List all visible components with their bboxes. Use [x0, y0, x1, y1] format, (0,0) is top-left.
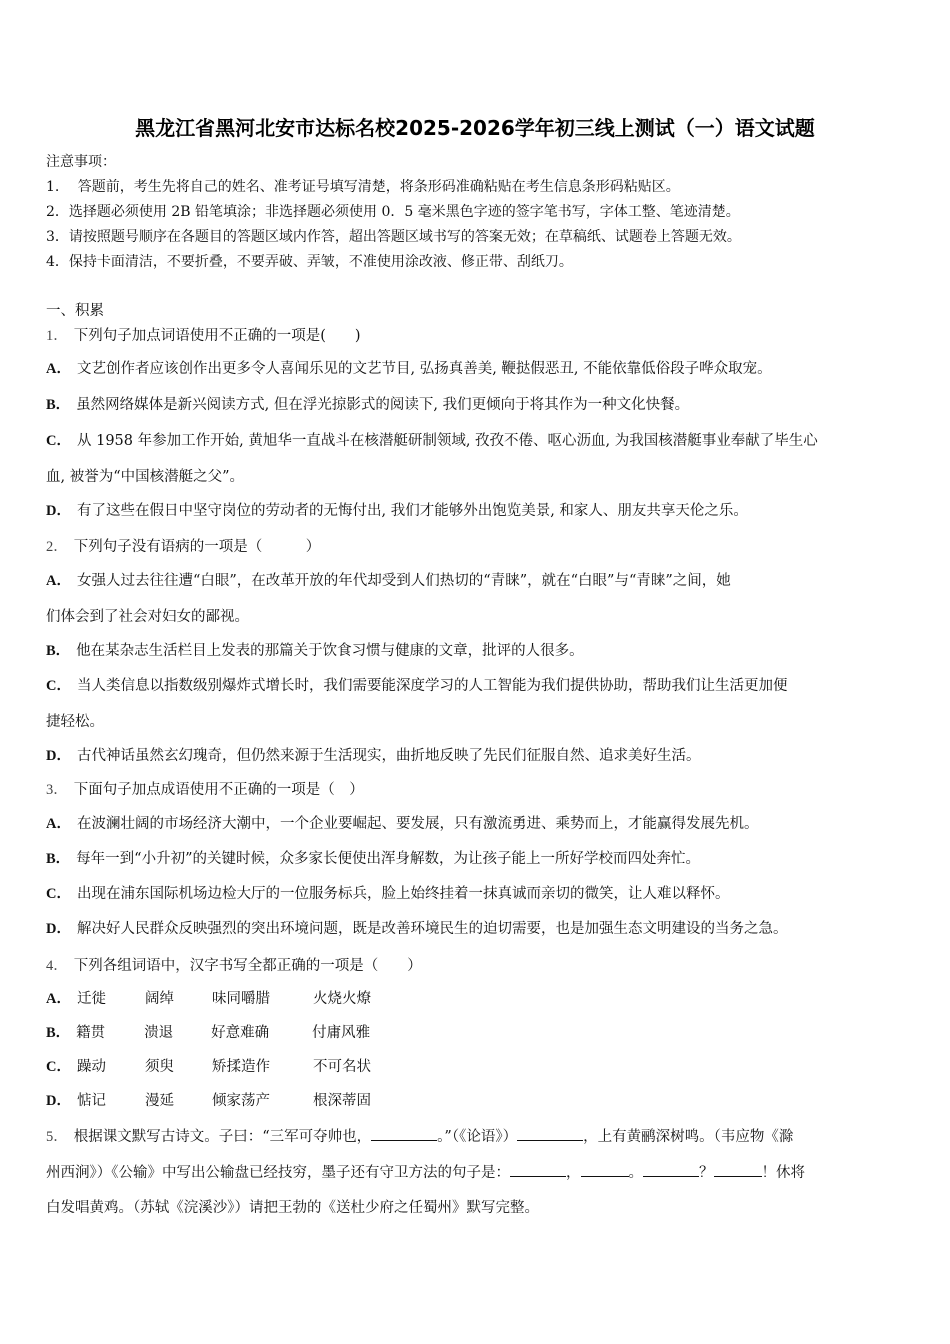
question-stem — [46, 1126, 793, 1147]
option-row — [46, 359, 772, 379]
option-text: 古代神话虽然玄幻瑰奇，但仍然来源于生活现实，曲折地反映了先民们征服自然、追求美好生活。 — [76, 748, 701, 764]
question-stem — [46, 780, 364, 800]
option-row — [46, 395, 689, 415]
word: 躁动 — [76, 1059, 106, 1075]
word: 根深蒂固 — [312, 1093, 371, 1109]
option-label: B． — [46, 851, 71, 867]
option-row — [46, 1091, 413, 1111]
option-label: B． — [46, 1025, 71, 1041]
question-text: 州西涧》）《公输》中写出公输盘已经技穷，墨子还有守卫方法的句子是： — [46, 1165, 510, 1181]
punctuation: ？ — [699, 1165, 714, 1181]
question-text-continued — [46, 1162, 805, 1183]
fill-blank[interactable] — [643, 1162, 699, 1177]
option-text-continued: 血, 被誉为“中国核潜艇之父”。 — [46, 469, 245, 485]
question-text: 。”（《论语》） — [437, 1129, 518, 1145]
punctuation: 。 — [628, 1165, 643, 1181]
word: 溃退 — [144, 1025, 174, 1041]
option-text: 文艺创作者应该创作出更多令人喜闻乐见的文艺节目, 弘扬真善美, 鞭挞假恶丑, 不能依靠低俗段子哗众取宠。 — [76, 361, 772, 377]
word: 迁徙 — [76, 991, 106, 1007]
option-label: A． — [46, 816, 71, 832]
word: 须臾 — [144, 1059, 174, 1075]
option-row — [46, 676, 787, 696]
notice-item: 4．保持卡面清洁，不要折叠，不要弄破、弄皱，不准使用涂改液、修正带、刮纸刀。 — [46, 254, 573, 270]
option-label: A． — [46, 991, 71, 1007]
word: 倾家荡产 — [211, 1093, 270, 1109]
section-heading: 一、积累 — [46, 303, 104, 319]
question-number: 5． — [46, 1129, 68, 1145]
option-label: C． — [46, 1059, 71, 1075]
option-label: C． — [46, 886, 71, 902]
option-label: A． — [46, 573, 71, 589]
word: 惦记 — [76, 1093, 106, 1109]
fill-blank[interactable] — [517, 1126, 583, 1141]
question-stem — [46, 326, 361, 346]
question-number: 1． — [46, 328, 68, 344]
question-text: 根据课文默写古诗文。子曰：“三军可夺帅也， — [73, 1129, 372, 1145]
notice-item: 3．请按照题号顺序在各题目的答题区域内作答，超出答题区域书写的答案无效；在草稿纸、试题卷上答题无效。 — [46, 229, 741, 245]
question-stem — [46, 956, 422, 976]
fill-blank[interactable] — [371, 1126, 437, 1141]
option-label: B． — [46, 397, 71, 413]
word: 不可名状 — [312, 1059, 371, 1075]
notice-item: 2．选择题必须使用 2B 铅笔填涂；非选择题必须使用 0．5 毫米黑色字迹的签字笔书写，字体工整、笔迹清楚。 — [46, 204, 740, 220]
punctuation: ！休将 — [761, 1165, 805, 1181]
question-text: ，上有黄鹂深树鸣。（韦应物《滁 — [583, 1129, 794, 1145]
notice-heading: 注意事项： — [46, 154, 116, 170]
question-number: 3． — [46, 782, 68, 798]
word: 味同嚼腊 — [211, 991, 270, 1007]
question-text: 下列各组词语中，汉字书写全都正确的一项是（ ） — [73, 958, 422, 974]
option-row — [46, 884, 729, 904]
option-row — [46, 1057, 413, 1077]
word: 阔绰 — [144, 991, 174, 1007]
word: 好意难确 — [211, 1025, 270, 1041]
option-row — [46, 641, 584, 661]
question-text: 下面句子加点成语使用不正确的一项是（ ） — [73, 782, 364, 798]
word: 付庸风雅 — [312, 1025, 371, 1041]
option-text: 出现在浦东国际机场边检大厅的一位服务标兵，脸上始终挂着一抹真诚而亲切的微笑，让人难以释怀。 — [76, 886, 730, 902]
option-label: D． — [46, 503, 71, 519]
fill-blank[interactable] — [510, 1162, 566, 1177]
option-row — [46, 571, 731, 591]
notice-item: 1. 答题前，考生先将自己的姓名、准考证号填写清楚，将条形码准确粘贴在考生信息条形码粘贴区。 — [46, 179, 680, 195]
option-label: D． — [46, 921, 71, 937]
question-stem — [46, 537, 320, 557]
option-row — [46, 1023, 412, 1043]
option-label: C． — [46, 678, 71, 694]
question-number: 2． — [46, 539, 68, 555]
punctuation: ， — [566, 1165, 581, 1181]
option-label: D． — [46, 1093, 71, 1109]
option-label: D． — [46, 748, 71, 764]
option-text: 他在某杂志生活栏目上发表的那篇关于饮食习惯与健康的文章，批评的人很多。 — [76, 643, 584, 659]
option-text: 在波澜壮阔的市场经济大潮中，一个企业要崛起、要发展，只有激流勇进、乘势而上，才能赢得发展先机。 — [76, 816, 759, 832]
word: 籍贯 — [76, 1025, 106, 1041]
option-text-continued: 捷轻松。 — [46, 714, 104, 730]
page-title: 黑龙江省黑河北安市达标名校2025-2026学年初三线上测试（一）语文试题 — [135, 116, 815, 140]
option-row — [46, 746, 700, 766]
option-row — [46, 501, 748, 521]
option-label: A． — [46, 361, 71, 377]
option-text: 虽然网络媒体是新兴阅读方式, 但在浮光掠影式的阅读下, 我们更倾向于将其作为一种文化快餐。 — [76, 397, 690, 413]
option-text: 从 1958 年参加工作开始, 黄旭华一直战斗在核潜艇研制领域, 孜孜不倦、呕心沥血, 为我国核潜艇事业奉献了毕生心 — [76, 433, 818, 449]
option-text: 当人类信息以指数级别爆炸式增长时，我们需要能深度学习的人工智能为我们提供协助，帮助我们让生活更加便 — [76, 678, 788, 694]
option-text: 解决好人民群众反映强烈的突出环境问题，既是改善环境民生的迫切需要，也是加强生态文明建设的当务之急。 — [76, 921, 788, 937]
question-text: 下列句子没有语病的一项是（ ） — [73, 539, 321, 555]
option-row — [46, 431, 818, 451]
option-text: 女强人过去往往遭“白眼”，在改革开放的年代却受到人们热切的“青睐”，就在“白眼”与“青睐”之间，她 — [76, 573, 731, 589]
option-text: 每年一到“小升初”的关键时候，众多家长便使出浑身解数，为让孩子能上一所好学校而四处奔忙。 — [76, 851, 700, 867]
option-text: 有了这些在假日中坚守岗位的劳动者的无悔付出, 我们才能够外出饱览美景, 和家人、朋友共享天伦之乐。 — [76, 503, 748, 519]
word: 漫延 — [144, 1093, 174, 1109]
option-label: C． — [46, 433, 71, 449]
option-row — [46, 919, 787, 939]
option-label: B． — [46, 643, 71, 659]
question-text: 下列句子加点词语使用不正确的一项是( ) — [73, 328, 361, 344]
option-row — [46, 849, 700, 869]
word: 火烧火燎 — [312, 991, 371, 1007]
question-number: 4． — [46, 958, 68, 974]
question-text-continued: 白发唱黄鸡。（苏轼《浣溪沙》）请把王勃的《送杜少府之任蜀州》默写完整。 — [46, 1200, 539, 1216]
option-row — [46, 989, 413, 1009]
option-text-continued: 们体会到了社会对妇女的鄙视。 — [46, 609, 249, 625]
fill-blank[interactable] — [714, 1162, 762, 1177]
option-row — [46, 814, 758, 834]
word: 矫揉造作 — [211, 1059, 270, 1075]
fill-blank[interactable] — [581, 1162, 629, 1177]
